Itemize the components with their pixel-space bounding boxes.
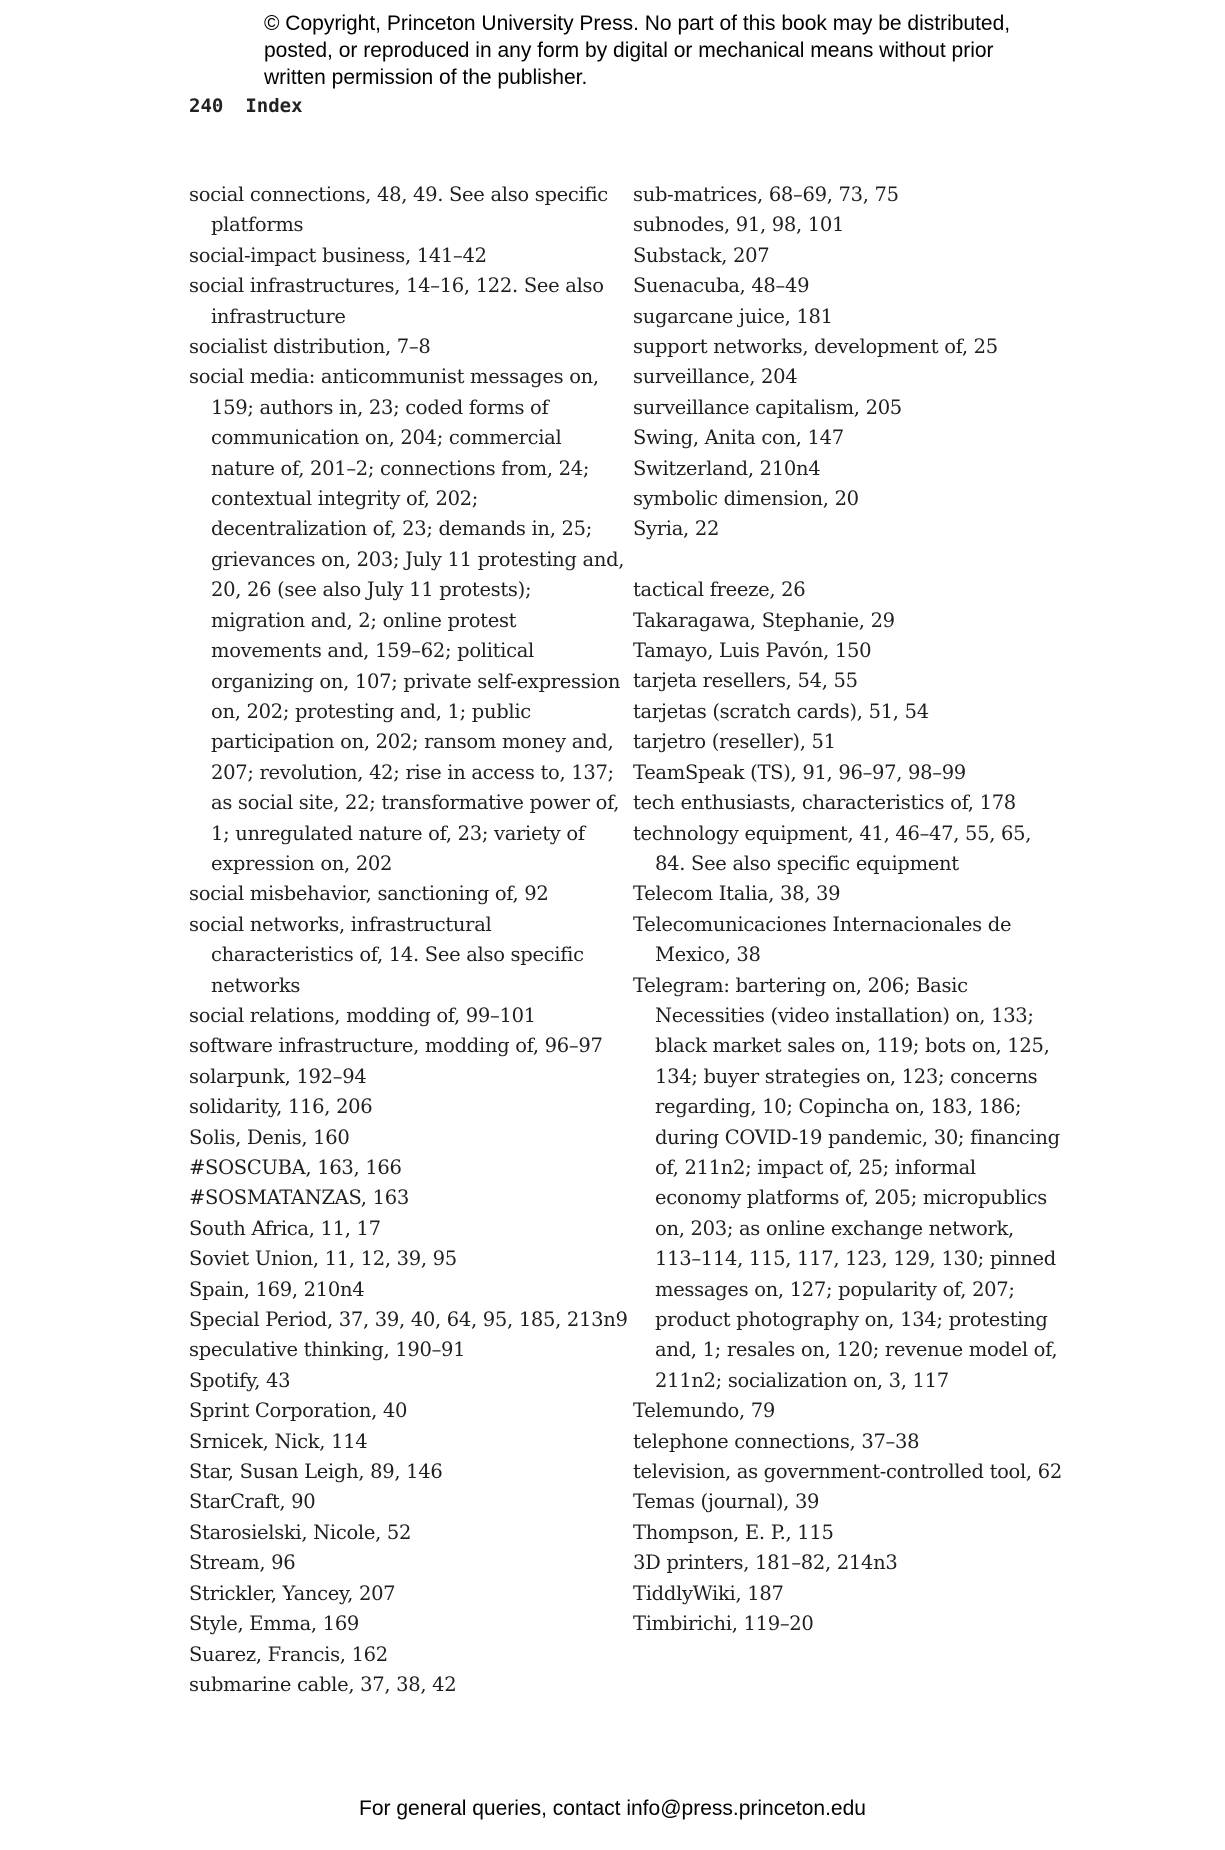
index-entry: Temas (journal), 39 (633, 1490, 820, 1514)
index-entry: Srnicek, Nick, 114 (189, 1429, 368, 1453)
index-entry: social-impact business, 141–42 (189, 243, 487, 267)
index-entry: Style, Emma, 169 (189, 1612, 360, 1636)
index-entry: tarjeta resellers, 54, 55 (633, 669, 858, 693)
index-entry: subnodes, 91, 98, 101 (633, 213, 845, 237)
index-entry: Spain, 169, 210n4 (189, 1277, 365, 1301)
footer-contact: For general queries, contact info@press.princeton.edu (359, 1797, 866, 1820)
copyright-notice: © Copyright, Princeton University Press. No part of this book may be distributed, posted, or reproduced in any form by digital or mechanical means without prior written permission of the publisher. (264, 12, 1011, 89)
index-entry: Telecom Italia, 38, 39 (633, 882, 841, 906)
index-entry: Strickler, Yancey, 207 (189, 1581, 396, 1605)
index-entry: Telemundo, 79 (633, 1399, 775, 1423)
page-number: 240 (189, 95, 224, 117)
index-entry: Timbirichi, 119–20 (633, 1612, 814, 1636)
index-entry: tech enthusiasts, characteristics of, 178 (633, 791, 1016, 815)
index-entry: surveillance capitalism, 205 (633, 395, 902, 419)
index-entry: submarine cable, 37, 38, 42 (189, 1672, 457, 1696)
running-head-title: Index (245, 95, 303, 117)
index-entry: Suarez, Francis, 162 (189, 1642, 388, 1666)
index-entry: TiddlyWiki, 187 (633, 1581, 784, 1605)
index-entry: Soviet Union, 11, 12, 39, 95 (189, 1247, 457, 1271)
index-entry: surveillance, 204 (633, 365, 798, 389)
index-entry: symbolic dimension, 20 (633, 487, 859, 511)
index-entry: Solis, Denis, 160 (189, 1125, 350, 1149)
index-entry: Star, Susan Leigh, 89, 146 (189, 1460, 443, 1484)
index-entry: solarpunk, 192–94 (189, 1064, 367, 1088)
index-entry: Tamayo, Luis Pavón, 150 (633, 639, 872, 663)
index-entry: solidarity, 116, 206 (189, 1095, 373, 1119)
index-entry: social infrastructures, 14–16, 122. See also infrastructure (189, 274, 604, 328)
index-entry: Swing, Anita con, 147 (633, 426, 844, 450)
index-entry: sub-matrices, 68–69, 73, 75 (633, 183, 899, 206)
index-entry: tactical freeze, 26 (633, 578, 806, 602)
index-entry: social media: anticommunist messages on, 159; authors in, 23; coded forms of communication on, 204; commercial nature of, 201–2; connections from, 24; contextual integrity of, 202; decentralization of, 23; demands in, 25; grievances on, 203; July 11 protesting and, 20, 26 (see also July 11 protests); migration and, 2; online protest movements and, 159–62; political organizing on, 107; private self-expression on, 202; protesting and, 1; public participation on, 202; ransom money and, 207; revolution, 42; rise in access to, 137; as social site, 22; transformative power of, 1; unregulated nature of, 23; variety of expression on, 202 (189, 365, 625, 875)
index-entry: social misbehavior, sanctioning of, 92 (189, 882, 549, 906)
index-entry: TeamSpeak (TS), 91, 96–97, 98–99 (633, 760, 966, 784)
index-column-right (633, 180, 1063, 1639)
index-entry: social connections, 48, 49. See also specific platforms (189, 183, 608, 237)
index-entry: Thompson, E. P., 115 (633, 1520, 834, 1544)
index-entry: social relations, modding of, 99–101 (189, 1003, 536, 1027)
index-entry: social networks, infrastructural characteristics of, 14. See also specific networks (189, 912, 584, 997)
index-entry: speculative thinking, 190–91 (189, 1338, 466, 1362)
index-entry: Telegram: bartering on, 206; Basic Necessities (video installation) on, 133; black market sales on, 119; bots on, 125, 134; buyer strategies on, 123; concerns regarding, 10; Copincha on, 183, 186; during COVID-19 pandemic, 30; financing of, 211n2; impact of, 25; informal economy platforms of, 205; micropublics on, 203; as online exchange network, 113–114, 115, 117, 123, 129, 130; pinned messages on, 127; popularity of, 207; product photography on, 134; protesting and, 1; resales on, 120; revenue model of, 211n2; socialization on, 3, 117 (633, 973, 1060, 1392)
index-entry: television, as government-controlled tool, 62 (633, 1460, 1062, 1484)
index-entry: socialist distribution, 7–8 (189, 335, 431, 359)
index-entry: Switzerland, 210n4 (633, 456, 821, 480)
index-entry: Special Period, 37, 39, 40, 64, 95, 185, 213n9 (189, 1308, 628, 1332)
index-entry: Substack, 207 (633, 243, 770, 267)
index-entry: Starosielski, Nicole, 52 (189, 1520, 412, 1544)
index-entry: technology equipment, 41, 46–47, 55, 65, 84. See also specific equipment (633, 821, 1032, 875)
index-entry: sugarcane juice, 181 (633, 304, 833, 328)
index-entry: Suenacuba, 48–49 (633, 274, 810, 298)
index-entry: 3D printers, 181–82, 214n3 (633, 1551, 898, 1575)
index-entry: software infrastructure, modding of, 96–97 (189, 1034, 603, 1058)
index-entry: Takaragawa, Stephanie, 29 (633, 608, 895, 632)
index-entry: Telecomunicaciones Internacionales de Mexico, 38 (633, 912, 1012, 967)
index-entry: StarCraft, 90 (189, 1490, 316, 1514)
index-entry: South Africa, 11, 17 (189, 1216, 381, 1240)
index-entry: Spotify, 43 (189, 1368, 291, 1392)
index-entry: Stream, 96 (189, 1551, 296, 1575)
index-entry: #SOSCUBA, 163, 166 (189, 1156, 402, 1179)
index-entry: Sprint Corporation, 40 (189, 1399, 408, 1423)
index-column-left (189, 180, 629, 1700)
index-entry: support networks, development of, 25 (633, 335, 998, 359)
index-entry: tarjetas (scratch cards), 51, 54 (633, 699, 929, 723)
index-entry: telephone connections, 37–38 (633, 1429, 920, 1453)
letter-section-gap (633, 545, 1063, 575)
index-entry: #SOSMATANZAS, 163 (189, 1186, 409, 1210)
running-head (189, 95, 303, 117)
index-entry: Syria, 22 (633, 517, 720, 541)
index-entry: tarjetro (reseller), 51 (633, 730, 836, 754)
